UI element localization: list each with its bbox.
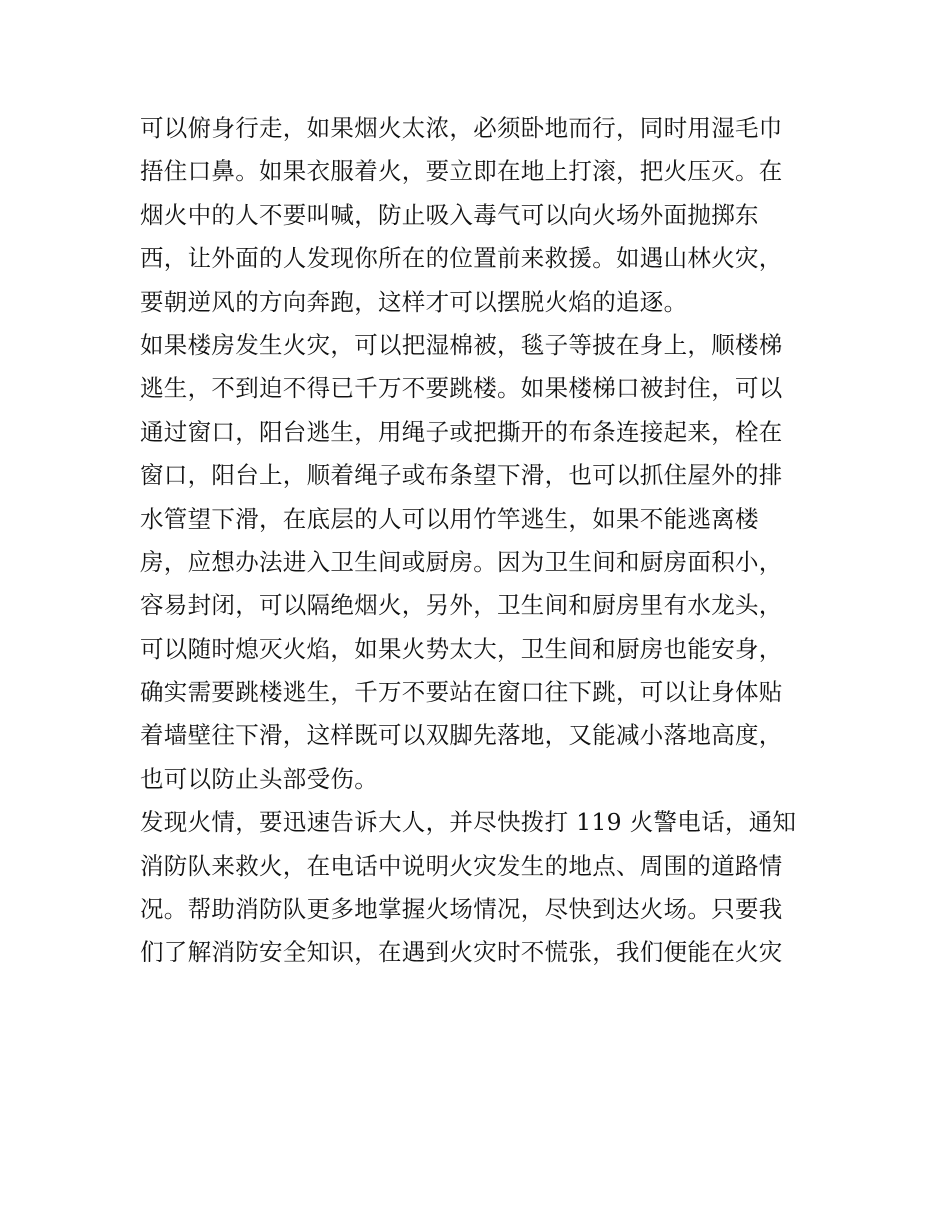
text-line: 着墙壁往下滑，这样既可以双脚先落地，又能减小落地高度， bbox=[140, 721, 783, 750]
text-line: 也可以防止头部受伤。 bbox=[140, 764, 378, 793]
text-line: 水管望下滑，在底层的人可以用竹竿逃生，如果不能逃离楼 bbox=[140, 504, 759, 533]
text-line: 可以随时熄灭火焰，如果火势太大，卫生间和厨房也能安身， bbox=[140, 634, 783, 663]
text-line: 容易封闭，可以隔绝烟火，另外，卫生间和厨房里有水龙头， bbox=[140, 591, 783, 620]
text-line: 窗口，阳台上，顺着绳子或布条望下滑，也可以抓住屋外的排 bbox=[140, 461, 783, 490]
text-line: 西，让外面的人发现你所在的位置前来救援。如遇山林火灾， bbox=[140, 244, 783, 273]
document-body bbox=[140, 107, 820, 975]
text-line: 捂住口鼻。如果衣服着火，要立即在地上打滚，把火压灭。在 bbox=[140, 157, 783, 186]
text-line: 通过窗口，阳台逃生，用绳子或把撕开的布条连接起来，栓在 bbox=[140, 417, 783, 446]
text-line: 确实需要跳楼逃生，千万不要站在窗口往下跳，可以让身体贴 bbox=[140, 678, 783, 707]
text-line: 烟火中的人不要叫喊，防止吸入毒气可以向火场外面抛掷东 bbox=[140, 200, 759, 229]
text-line: 们了解消防安全知识，在遇到火灾时不慌张，我们便能在火灾 bbox=[140, 938, 783, 967]
text-line: 消防队来救火，在电话中说明火灾发生的地点、周围的道路情 bbox=[140, 851, 783, 880]
text-line: 况。帮助消防队更多地掌握火场情况，尽快到达火场。只要我 bbox=[140, 895, 783, 924]
text-line: 要朝逆风的方向奔跑，这样才可以摆脱火焰的追逐。 bbox=[140, 287, 688, 316]
text-line: 逃生，不到迫不得已千万不要跳楼。如果楼梯口被封住，可以 bbox=[140, 374, 783, 403]
text-line: 发现火情，要迅速告诉大人，并尽快拨打 119 火警电话，通知 bbox=[140, 808, 797, 837]
text-line: 可以俯身行走，如果烟火太浓，必须卧地而行，同时用湿毛巾 bbox=[140, 114, 783, 142]
text-line: 房，应想办法进入卫生间或厨房。因为卫生间和厨房面积小， bbox=[140, 547, 783, 576]
text-line: 如果楼房发生火灾，可以把湿棉被，毯子等披在身上，顺楼梯 bbox=[140, 330, 783, 359]
